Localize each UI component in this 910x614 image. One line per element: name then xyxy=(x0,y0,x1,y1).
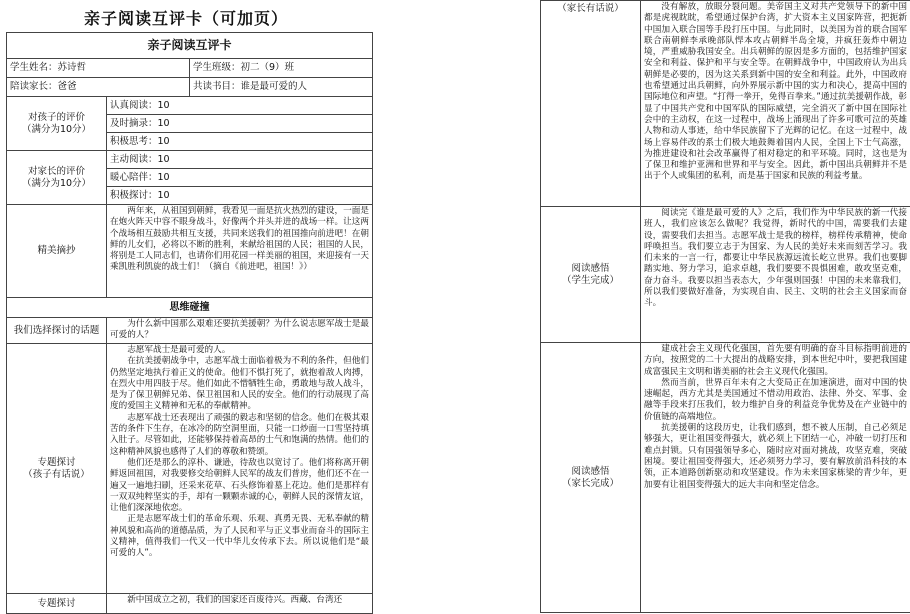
discussion-paragraph: 他们还是那么的淳朴、谦逊，待敌也以宽讨了。他们将称离开朝鲜返回祖国，对我要修交给朝鲜人民军的战友们普房，他们还不在一遍又一遍地扫刷，还采来花草、石头修饰着墓上花边。他们是那样有一双双纯粹坚实的手，却有一颗颗赤诚的心，朝鲜人民的深情友谊，让他们深深地依恋。 xyxy=(110,458,369,514)
student-name-label: 学生姓名： xyxy=(10,62,58,73)
eval-child-item xyxy=(107,97,373,115)
eval-item-score: 10 xyxy=(158,100,170,111)
eval-item-score: 10 xyxy=(158,118,170,129)
book-cell xyxy=(190,78,373,97)
topic-text: 为什么新中国那么艰难还要抗美援朝？为什么说志愿军战士是最可爱的人？ xyxy=(110,319,369,342)
eval-item-score: 10 xyxy=(158,172,170,183)
eval-item-score: 10 xyxy=(158,190,170,201)
reading-card-table xyxy=(6,32,373,614)
parent-cell xyxy=(7,78,190,97)
student-class: 初二（9）班 xyxy=(241,62,295,73)
eval-item-name: 积极探讨： xyxy=(110,190,158,201)
eval-parent-label: 对家长的评价 （满分为10分） xyxy=(7,151,107,205)
reading-parent-paragraph: 抗美援朝的这段历史，让我们感到，想不被人压制，自己必须足够强大，更让祖国变得强大，就必须上下团结一心，冲破一切打压和难点封锁。只有国强领导多心，随时应对面对挑战，攻坚克难，突破困境。要让祖国变得强大，还必须努力学习，要有解放前沿科技的本领，正本道路创新驱动和攻坚建设。作为未来国家栋梁的青少年，更加要有让祖国变得强大的远大丰向和坚定信念。 xyxy=(644,423,907,491)
student-class-label: 学生班级： xyxy=(193,62,241,73)
eval-item-name: 主动阅读： xyxy=(110,154,158,165)
discussion-paragraph: 志愿军战士是最可爱的人。 xyxy=(110,345,369,356)
reading-parent-label: 阅读感悟 （家长完成） xyxy=(541,343,641,613)
reading-child-text: 阅读完《谁是最可爱的人》之后，我们作为中华民族的新一代接班人，我们应该怎么做呢？我觉得，新时代的中国，需要我们去建设，需要我们去担当。志愿军战士是我的榜样，榜样传承精神，使命呼唤担当。我们要立志于为国家、为人民的美好未来而刻苦学习。我们未来的一言一行，都要让中华民族源远流长屹立世界。我们也要脚踏实地、努力学习，追求卓越，我们要要不畏惧困难，敢攻坚克难，奋力奋斗。我要以担当表态大，少年强则国强！中国的未来靠我们，所以我们要做好准备，为实现自由、民主、文明的社会主义国家而奋斗。 xyxy=(644,208,907,310)
discussion-paragraph: 在抗美援朝战争中，志愿军战士面临着极为不利的条件，但他们仍然坚定地执行着正义的使命。他们不惧打死了，就抱着敌人肉搏，在烈火中用四肢于尽。他们如此不惜牺牲生命，勇敢地与敌人战斗，是为了保卫朝鲜兄弟、保卫祖国和人民的安全。他们的行动展现了高度的爱国主义精神和无私的奉献精神。 xyxy=(110,356,369,412)
topic-text-cell xyxy=(107,318,373,344)
parent-label: 陪读家长： xyxy=(10,81,58,92)
excerpt-text-cell xyxy=(107,205,373,298)
reading-parent-paragraph: 然而当前，世界百年未有之大变局正在加速演进，面对中国的快速崛起，西方尤其是美国通过不惜动用政治、法律、外交、军事、金融等手段来打压我们，较力维护自身的利益竞争优势及在产业链中的价值链的高端地位。 xyxy=(644,378,907,423)
document-title: 亲子阅读互评卡（可加页） xyxy=(0,6,372,29)
eval-child-item xyxy=(107,115,373,133)
reading-parent-paragraph: 建成社会主义现代化强国，首先要有明确的奋斗目标指明前进的方向，按照党的二十大提出的战略安排，到本世纪中叶，要把我国建成富强民主文明和谐美丽的社会主义现代化强国。 xyxy=(644,344,907,378)
excerpt-text: 两年来，从祖国到朝鲜，我看见一面是抗火热烈的建设，一面是在炮火阵天中容不眼身战斗，好像两个并头并进的战场一样。让这两个战场相互鼓励共相互支援，共同来送我们的祖国推向前进吧！在朝鲜的儿女们，必将以不断的胜利，来献给祖国的人民；祖国的人民，将别是工人同志们，也请你们用花园一样美丽的祖国，来迎接有一天乘凯胜利凯旋的战士们！（摘自《前进吧，祖国！》） xyxy=(110,206,369,274)
excerpt-label: 精美摘抄 xyxy=(7,205,107,298)
topic-label: 我们选择探讨的话题 xyxy=(7,318,107,344)
eval-item-name: 认真阅读： xyxy=(110,100,158,111)
eval-item-score: 10 xyxy=(158,136,170,147)
discussion-paragraph: 正是志愿军战士们的革命乐观、乐观、真勇无畏、无私奉献的精神风貌和高尚的道德品质，为了人民和平与正义事业而奋斗的国际主义精神，值得我们一代又一代中华儿女传承下去。所以说他们是“最可爱的人”。 xyxy=(110,514,369,559)
next-discussion-cell xyxy=(107,594,373,614)
card-title: 亲子阅读互评卡 xyxy=(7,33,373,59)
eval-item-name: 积极思考： xyxy=(110,136,158,147)
student-name-cell xyxy=(7,59,190,78)
student-class-cell xyxy=(190,59,373,78)
eval-item-score: 10 xyxy=(158,154,170,165)
eval-parent-item xyxy=(107,169,373,187)
book-label: 共读书目： xyxy=(193,81,241,92)
next-discussion-label: 专题探讨 xyxy=(7,594,107,614)
eval-item-name: 暖心陪伴： xyxy=(110,172,158,183)
child-discussion-label: 专题探讨 （孩子有话说） xyxy=(7,344,107,594)
eval-item-name: 及时摘录： xyxy=(110,118,158,129)
parent-discussion-label: （家长有话说） xyxy=(541,1,641,207)
reading-card-table-continued xyxy=(540,0,910,613)
parent-discussion-text: 没有解放，放眼分裂问题。美帝国主义对共产党领导下的新中国都是虎视眈眈，希望通过保护台湾，扩大资本主义国家阵营，把扼新中国加入联合国等手段打压中国。与此同时，以美国为首的联合国军联合南朝鲜李承晚部队悍本攻占朝鲜半岛全境，并疯狂轰炸中朝边境，严重威胁我国安全。出兵朝鲜的原因是多方面的，包括维护国家安全和利益、保护和平与安全等。在朝鲜战争中，中国政府认为出兵朝鲜是必要的，因为这关系到新中国的安全和利益。此外，中国政府也希望通过出兵朝鲜，向外界展示新中国的实力和决心，提高中国的国际地位和声望。“打得一拳开，免得百拳来。”通过抗美援朝作战，彰显了中国共产党和中国军队的国际威望，完全消灭了新中国在国际社会中的主动权，在这一过程中，战场上涌现出了许多可歌可泣的英雄人物和动人事迹，给中华民族留下了光辉的记忆。在这一过程中，战场上容易伴改的系士们极大地鼓舞着国内人民，全国上下士气高涨，为推进建设和社会改革赢得了相对稳定的和平环境。同时，这也是为了保卫和维护亚洲和世界和平与安全。因此，新中国出兵朝鲜并不是出于个人或集团的私利，而是基于国家和民族的利益考量。 xyxy=(644,2,907,183)
book-title: 谁是最可爱的人 xyxy=(241,81,308,92)
eval-parent-item xyxy=(107,151,373,169)
parent-name: 爸爸 xyxy=(58,81,77,92)
eval-child-item xyxy=(107,133,373,151)
reading-parent-cell xyxy=(641,343,910,613)
student-name: 苏诗哲 xyxy=(58,62,87,73)
eval-child-label: 对孩子的评价 （满分为10分） xyxy=(7,97,107,151)
parent-discussion-cell xyxy=(641,1,910,207)
next-discussion-text: 新中国成立之初，我们的国家还百废待兴。西藏、台湾还 xyxy=(110,595,369,606)
eval-parent-item xyxy=(107,187,373,205)
child-discussion-cell xyxy=(107,344,373,594)
reading-child-cell xyxy=(641,207,910,343)
reading-child-label: 阅读感悟 （学生完成） xyxy=(541,207,641,343)
discussion-paragraph: 志愿军战士还表现出了顽强的毅志和坚韧的信念。他们在极其艰苦的条件下生存，在冰冷的防空洞里面，只能一口炒面一口雪坚持填入肚子。尽管如此，还能够保持着高昂的士气和饱满的热情。他们的这种精神风貌也感得了人们的尊敬和赞颂。 xyxy=(110,413,369,458)
section-title: 思维碰撞 xyxy=(7,298,373,318)
